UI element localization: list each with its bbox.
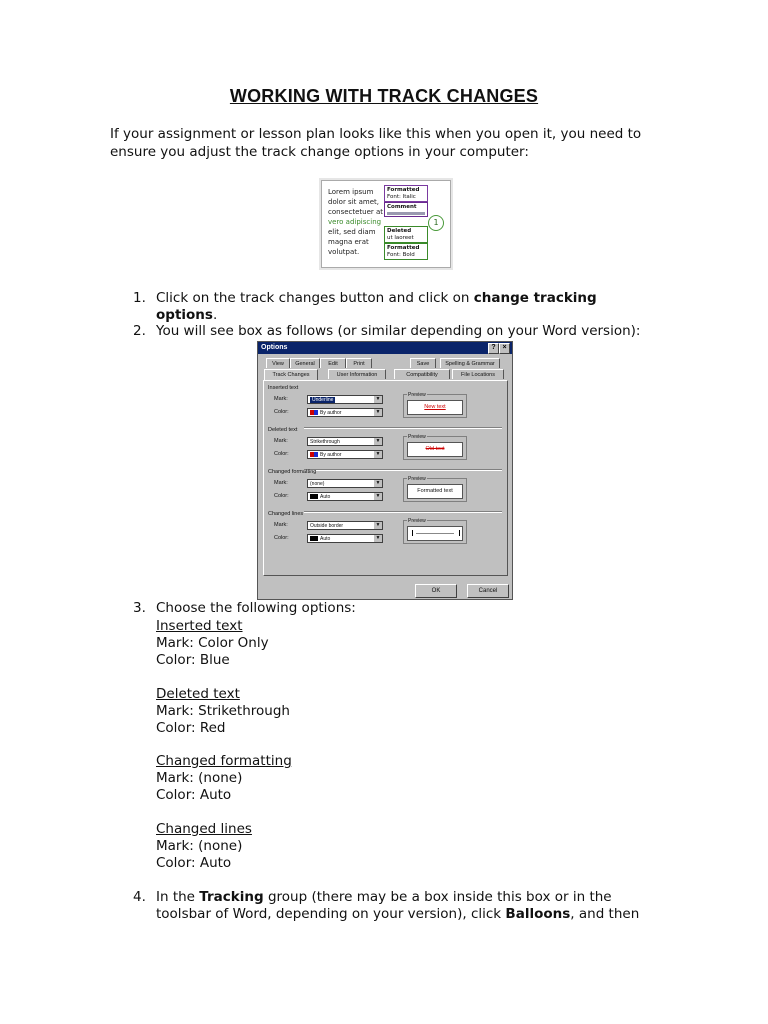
balloon-formatted <box>384 185 428 202</box>
mark-label: Mark: <box>274 438 288 444</box>
option-color-lines: Color: Auto <box>156 855 232 871</box>
track-changes-sample-image <box>321 180 451 268</box>
tab-general: General <box>290 358 320 368</box>
step-4-line-1 <box>156 889 612 906</box>
mark-label: Mark: <box>274 480 288 486</box>
color-label: Color: <box>274 409 289 415</box>
tab-compatibility: Compatibility <box>394 369 450 379</box>
select-value: Auto <box>320 536 331 542</box>
sample-line: dolor sit amet, <box>328 198 380 206</box>
balloon-body: Font: Italic <box>387 193 416 200</box>
select-value: Underline <box>312 397 334 403</box>
preview-box <box>407 526 463 541</box>
number-one-circle-icon: 1 <box>428 215 444 231</box>
option-heading-formatting: Changed formatting <box>156 753 292 769</box>
step-4-number: 4. <box>133 889 146 905</box>
balloon-body: Font: Bold <box>387 251 415 258</box>
step-4-line-2 <box>156 906 639 923</box>
option-heading-deleted: Deleted text <box>156 686 240 702</box>
option-heading-inserted: Inserted text <box>156 618 243 634</box>
dropdown-arrow-icon: ▼ <box>375 535 381 541</box>
preview-label: Preview <box>408 434 426 440</box>
option-mark-formatting: Mark: (none) <box>156 770 243 786</box>
option-mark-lines: Mark: (none) <box>156 838 243 854</box>
mark-label: Mark: <box>274 396 288 402</box>
close-icon: × <box>499 343 510 354</box>
dropdown-arrow-icon: ▼ <box>375 396 381 402</box>
ok-button: OK <box>415 584 457 598</box>
deleted-color-select <box>307 450 383 459</box>
step-1-text: Click on the track changes button and click on <box>156 290 474 306</box>
preview-box <box>407 484 463 499</box>
select-value: Auto <box>320 494 331 500</box>
balloon-title: Formatted <box>387 245 420 251</box>
option-color-deleted: Color: Red <box>156 720 226 736</box>
preview-text: New text <box>424 404 446 410</box>
balloon-title: Formatted <box>387 187 420 193</box>
tab-save: Save <box>410 358 436 368</box>
lines-preview-rule <box>416 533 454 534</box>
tab-user-information: User Information <box>328 369 386 379</box>
color-label: Color: <box>274 535 289 541</box>
tab-file-locations: File Locations <box>452 369 504 379</box>
formatting-color-select <box>307 492 383 501</box>
sample-line: vero adipiscing <box>328 218 382 226</box>
step-4-bold-balloons: Balloons <box>505 906 571 922</box>
preview-text: Old text <box>425 446 445 452</box>
color-swatch <box>310 410 318 415</box>
deleted-preview <box>403 436 467 460</box>
sample-text <box>328 187 383 257</box>
tab-spelling-grammar: Spelling & Grammar <box>440 358 500 368</box>
divider <box>304 511 502 513</box>
inserted-color-select <box>307 408 383 417</box>
section-heading: Changed lines <box>268 511 304 517</box>
option-color-inserted: Color: Blue <box>156 652 230 668</box>
lines-preview <box>403 520 467 544</box>
step-3-text: Choose the following options: <box>156 600 356 616</box>
deleted-mark-select <box>307 437 383 446</box>
section-heading: Inserted text <box>268 385 299 391</box>
preview-box <box>407 442 463 457</box>
step-1-period: . <box>212 307 218 323</box>
select-value: By author <box>320 452 342 458</box>
balloon-formatted-bold <box>384 243 428 260</box>
select-value: (none) <box>310 481 325 487</box>
tab-print: Print <box>346 358 372 368</box>
page-title: WORKING WITH TRACK CHANGES <box>229 86 539 106</box>
step-4-text-3: toolsbar of Word, depending on your version), click <box>156 906 506 922</box>
tab-view: View <box>266 358 290 368</box>
step-1-line-1 <box>156 290 597 307</box>
step-3-number: 3. <box>133 600 146 616</box>
section-heading: Changed formatting <box>268 469 317 475</box>
color-swatch <box>310 494 318 499</box>
option-color-formatting: Color: Auto <box>156 787 232 803</box>
comment-placeholder <box>387 212 425 215</box>
option-mark-inserted: Mark: Color Only <box>156 635 269 651</box>
preview-label: Preview <box>408 476 426 482</box>
balloon-comment <box>384 202 428 217</box>
sample-line: consectetuer at <box>328 208 384 216</box>
dropdown-arrow-icon: ▼ <box>375 409 381 415</box>
step-4-text: In the <box>156 889 200 905</box>
step-4-bold-tracking: Tracking <box>199 889 264 905</box>
lines-mark-select <box>307 521 383 530</box>
select-value: Strikethrough <box>310 439 340 445</box>
option-heading-lines: Changed lines <box>156 821 252 837</box>
balloon-title: Comment <box>387 204 417 210</box>
step-2-number: 2. <box>133 323 146 339</box>
color-label: Color: <box>274 451 289 457</box>
formatting-mark-select <box>307 479 383 488</box>
sample-line: magna erat <box>328 238 369 246</box>
inserted-mark-select <box>307 395 383 404</box>
step-4-text-4: , and then <box>570 906 640 922</box>
tab-edit: Edit <box>320 358 346 368</box>
track-changes-panel <box>263 380 508 576</box>
dropdown-arrow-icon: ▼ <box>375 522 381 528</box>
intro-paragraph: If your assignment or lesson plan looks like this when you open it, you need to ensure you adjust the track change options in your computer: <box>110 126 642 160</box>
step-1-number: 1. <box>133 290 146 306</box>
balloon-title: Deleted <box>387 228 412 234</box>
sample-line: Lorem ipsum <box>328 188 374 196</box>
color-swatch <box>310 536 318 541</box>
dropdown-arrow-icon: ▼ <box>375 480 381 486</box>
options-dialog-image <box>257 341 513 600</box>
sample-line: elit, sed diam <box>328 228 376 236</box>
cancel-button: Cancel <box>467 584 509 598</box>
step-1-bold-2: options <box>156 307 213 323</box>
divider <box>304 427 502 429</box>
step-1-line-2 <box>156 307 217 324</box>
color-swatch <box>310 452 318 457</box>
inserted-preview <box>403 394 467 418</box>
dropdown-arrow-icon: ▼ <box>375 451 381 457</box>
dialog-titlebar <box>258 342 512 354</box>
preview-label: Preview <box>408 518 426 524</box>
preview-text: Formatted text <box>417 488 453 494</box>
select-value: Outside border <box>310 523 344 529</box>
balloon-body: ut laoreet <box>387 234 414 241</box>
color-label: Color: <box>274 493 289 499</box>
select-value: By author <box>320 410 342 416</box>
divider <box>304 469 502 471</box>
balloon-deleted <box>384 226 428 243</box>
preview-label: Preview <box>408 392 426 398</box>
step-1-bold: change tracking <box>473 290 597 306</box>
sample-line: volutpat. <box>328 248 360 256</box>
tab-track-changes: Track Changes <box>264 369 318 380</box>
lines-color-select <box>307 534 383 543</box>
mark-label: Mark: <box>274 522 288 528</box>
preview-box <box>407 400 463 415</box>
help-icon: ? <box>488 343 499 354</box>
section-heading: Deleted text <box>268 427 298 433</box>
formatting-preview <box>403 478 467 502</box>
dialog-title: Options <box>261 344 288 351</box>
dropdown-arrow-icon: ▼ <box>375 493 381 499</box>
option-mark-deleted: Mark: Strikethrough <box>156 703 290 719</box>
dropdown-arrow-icon: ▼ <box>375 438 381 444</box>
step-2-text: You will see box as follows (or similar depending on your Word version): <box>156 323 641 339</box>
step-4-text-2: group (there may be a box inside this box or in the <box>263 889 612 905</box>
